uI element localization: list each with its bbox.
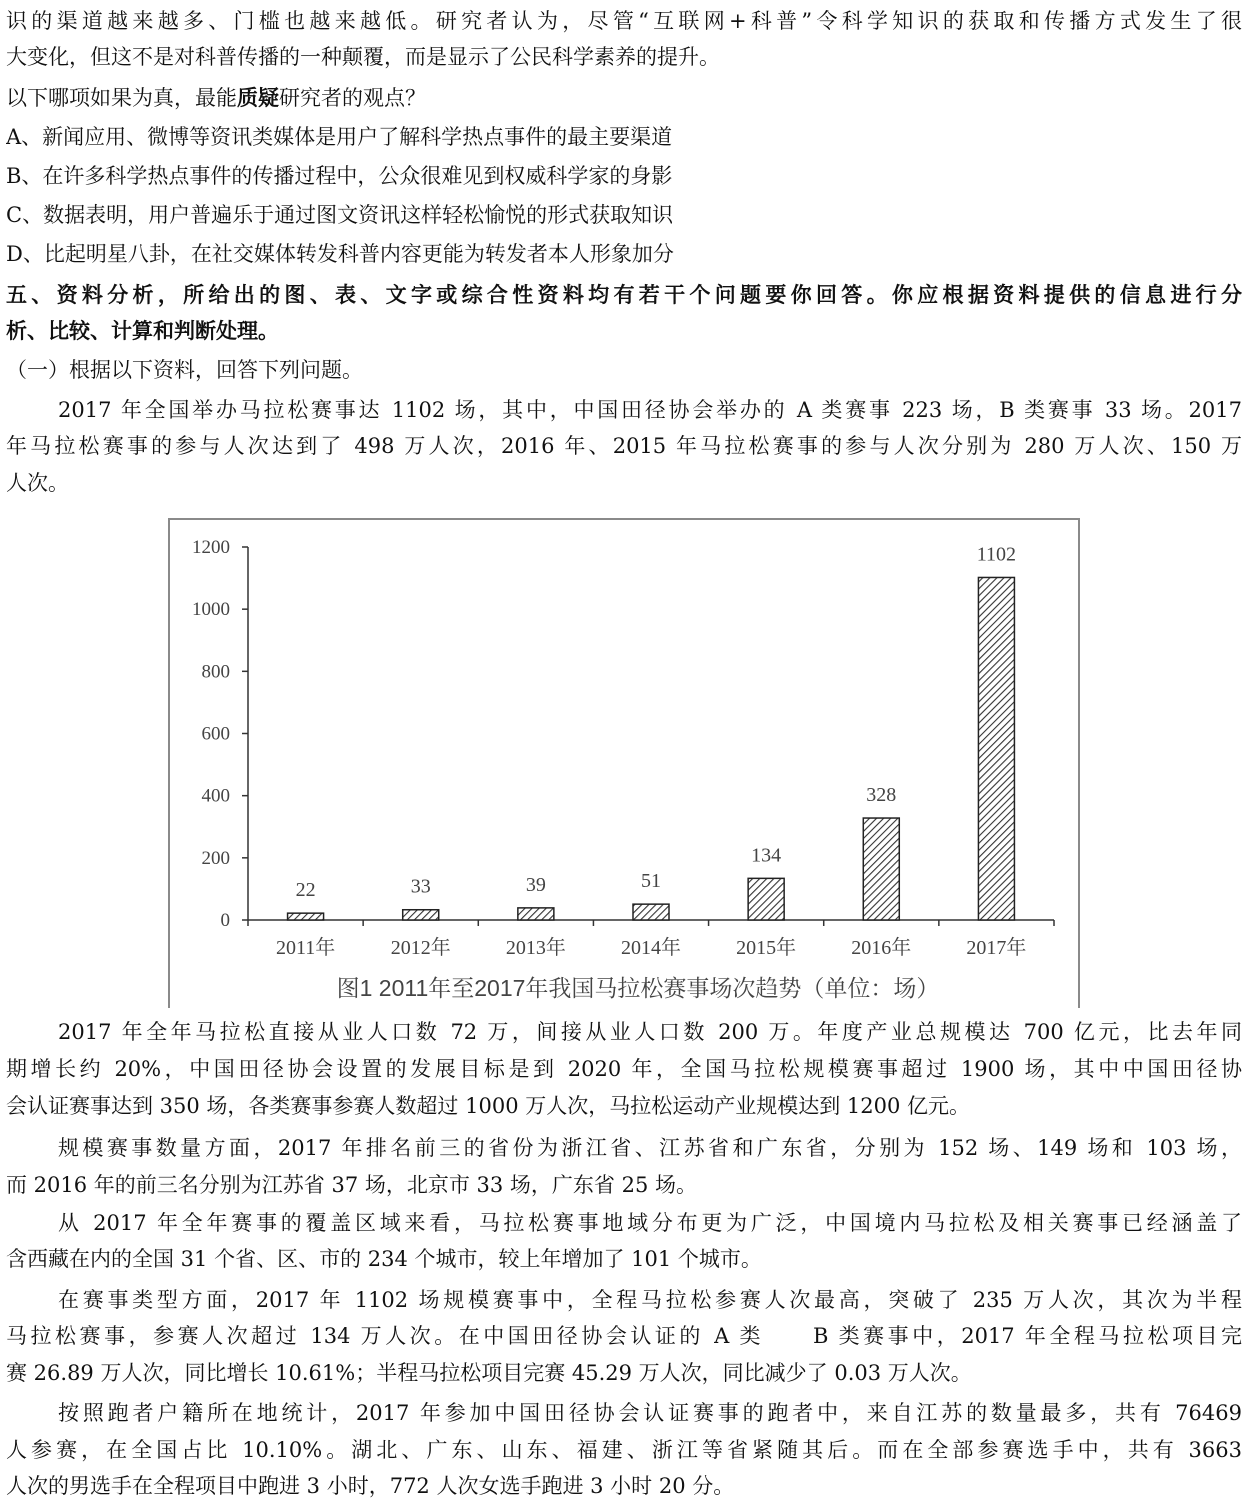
paragraph-line: 在赛事类型方面，2017 年 1102 场规模赛事中，全程马拉松参赛人次最高，突破了 235 万人次，其次为半程 [58,1288,1242,1312]
bar [863,818,899,920]
paragraph-line: 人次的男选手在全程项目中跑进 3 小时，772 人次女选手跑进 3 小时 20 分。 [6,1474,735,1498]
paragraph-line: 人次。 [6,471,69,495]
x-tick-label: 2017年 [966,937,1027,959]
x-tick-label: 2015年 [736,937,797,959]
bar [978,577,1014,920]
x-tick-label: 2016年 [851,937,912,959]
data-label: 328 [866,784,897,807]
paragraph-line: 识的渠道越来越多、门槛也越来越低。研究者认为，尽管“互联网+科普”令科学知识的获取和传播方式发生了很 [6,9,1242,33]
bar [518,908,554,920]
option-b: B、在许多科学热点事件的传播过程中，公众很难见到权威科学家的身影 [6,164,673,188]
data-label: 39 [525,873,546,896]
y-tick-label: 1000 [192,599,230,621]
paragraph-line: 期增长约 20%，中国田径协会设置的发展目标是到 2020 年，全国马拉松规模赛事超过 1900 场，其中中国田径协 [6,1057,1242,1081]
paragraph-line: 马拉松赛事，参赛人次超过 134 万人次。在中国田径协会认证的 A 类 B 类赛事中，2017 年全程马拉松项目完 [6,1324,1242,1348]
x-tick-label: 2011年 [275,937,336,959]
question-text: 以下哪项如果为真，最能 [6,86,237,110]
paragraph-line: 2017 年全国举办马拉松赛事达 1102 场，其中，中国田径协会举办的 A 类赛事 223 场，B 类赛事 33 场。2017 [58,398,1242,422]
paragraph-line: 而 2016 年的前三名分别为江苏省 37 场，北京市 33 场，广东省 25 场。 [6,1173,698,1197]
paragraph-line: 规模赛事数量方面，2017 年排名前三的省份为浙江省、江苏省和广东省，分别为 152 场、149 场和 103 场， [58,1136,1242,1160]
bar [748,878,784,920]
paragraph-line: 会认证赛事达到 350 场，各类赛事参赛人数超过 1000 万人次，马拉松运动产业规模达到 1200 亿元。 [6,1094,971,1118]
bar [288,913,324,920]
paragraph-line: 大变化，但这不是对科普传播的一种颠覆，而是显示了公民科学素养的提升。 [6,45,720,69]
option-c: C、数据表明，用户普遍乐于通过图文资讯这样轻松愉悦的形式获取知识 [6,203,674,227]
bar [633,904,669,920]
y-tick-label: 600 [201,723,230,745]
paragraph-line: 2017 年全年马拉松直接从业人口数 72 万，间接从业人口数 200 万。年度产业总规模达 700 亿元，比去年同 [58,1020,1242,1044]
chart-frame [168,518,1080,1008]
paragraph-line: 从 2017 年全年赛事的覆盖区域来看，马拉松赛事地域分布更为广泛，中国境内马拉松及相关赛事已经涵盖了 [58,1211,1242,1235]
data-label: 134 [751,844,782,867]
paragraph-line: 赛 26.89 万人次，同比增长 10.61%；半程马拉松项目完赛 45.29 万人次，同比减少了 0.03 万人次。 [6,1361,972,1385]
y-tick-label: 800 [201,661,230,683]
paragraph-line: 人参赛，在全国占比 10.10%。湖北、广东、山东、福建、浙江等省紧随其后。而在全部参赛选手中，共有 3663 [6,1438,1242,1462]
option-a: A、新闻应用、微博等资讯类媒体是用户了解科学热点事件的最主要渠道 [6,125,673,149]
data-label: 22 [295,879,316,902]
bar-chart [170,520,1082,1010]
paragraph-line: 含西藏在内的全国 31 个省、区、市的 234 个城市，较上年增加了 101 个城市。 [6,1247,762,1271]
y-tick-label: 1200 [192,537,230,558]
data-label: 1102 [976,543,1017,566]
y-tick-label: 200 [201,847,230,869]
paragraph-line: 按照跑者户籍所在地统计，2017 年参加中国田径协会认证赛事的跑者中，来自江苏的数量最多，共有 76469 [58,1401,1242,1425]
y-tick-label: 400 [201,785,230,807]
data-label: 33 [410,875,431,898]
x-tick-label: 2013年 [505,937,566,959]
data-label: 51 [641,870,661,893]
paragraph-line: 年马拉松赛事的参与人次达到了 498 万人次，2016 年、2015 年马拉松赛事的参与人次分别为 280 万人次、150 万 [6,434,1242,458]
x-tick-label: 2014年 [621,937,681,959]
option-d: D、比起明星八卦，在社交媒体转发科普内容更能为转发者本人形象加分 [6,242,674,266]
y-tick-label: 0 [220,910,230,931]
section-heading: 五、资料分析，所给出的图、表、文字或综合性资料均有若干个问题要你回答。你应根据资料提供的信息进行分 [6,283,1242,307]
question-emphasis: 质疑 [237,86,279,110]
sub-heading: （一）根据以下资料，回答下列问题。 [6,358,363,382]
bar [403,910,439,920]
question-stem [6,85,1242,111]
chart-title: 图1 2011年至2017年我国马拉松赛事场次趋势（单位：场） [336,975,940,1001]
section-heading: 析、比较、计算和判断处理。 [6,319,279,343]
x-tick-label: 2012年 [390,937,451,959]
question-text: 研究者的观点？ [279,86,426,110]
